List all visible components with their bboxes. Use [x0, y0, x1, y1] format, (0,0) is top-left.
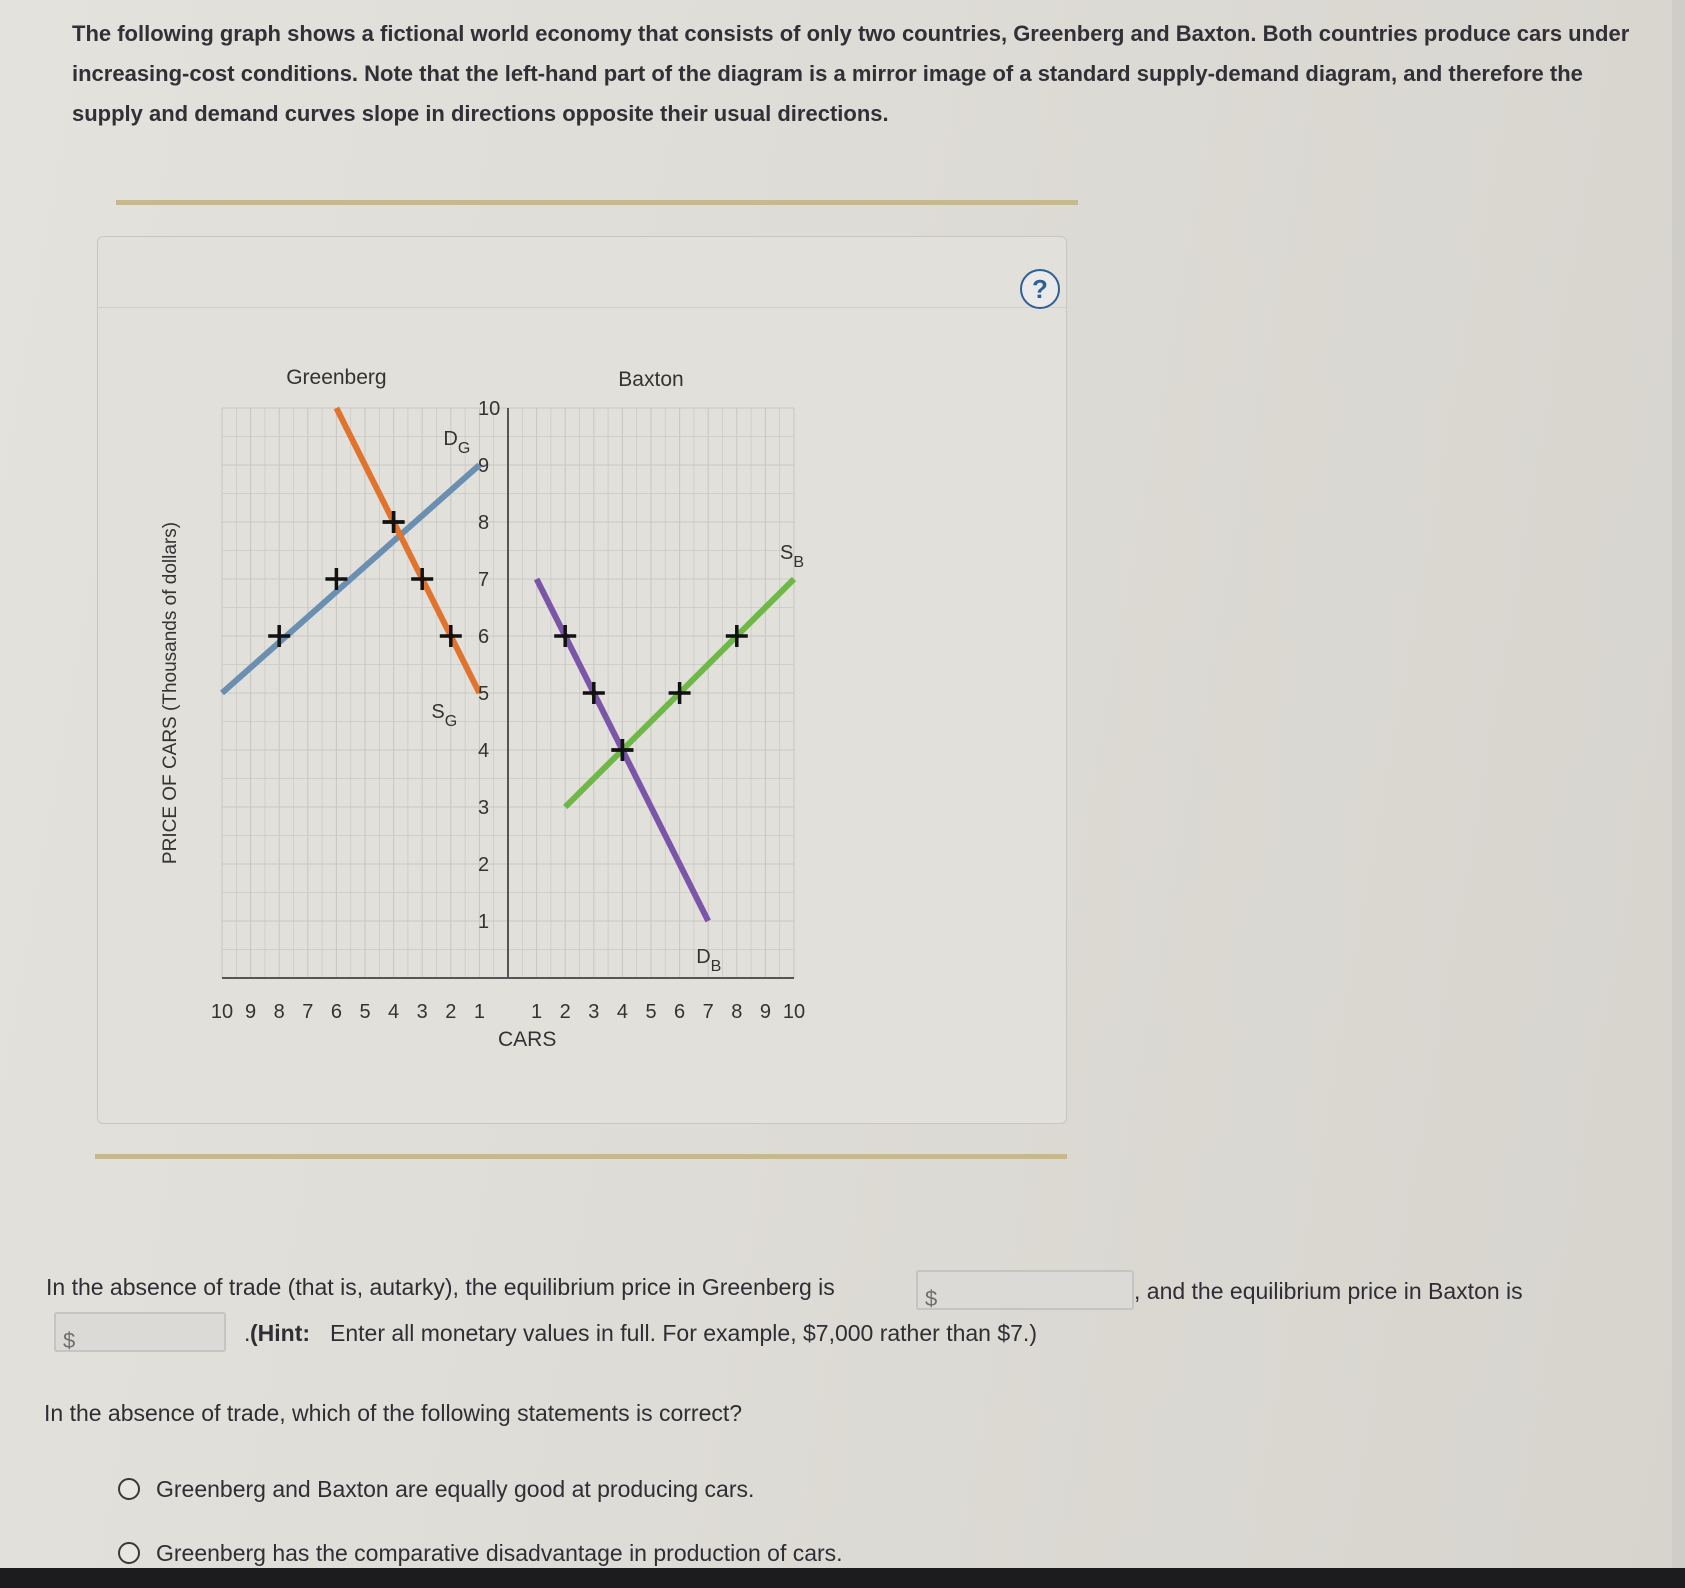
baxton-x-tick-label: 1 [531, 1001, 543, 1023]
greenberg-x-tick-label: 9 [245, 1001, 257, 1023]
baxton-x-tick-label: 5 [645, 1001, 657, 1023]
y-tick-label: 7 [478, 569, 490, 591]
x-axis-label: CARS [498, 1028, 557, 1051]
greenberg-x-tick-label: 4 [388, 1001, 400, 1023]
y-tick-label: 8 [478, 512, 490, 534]
y-tick-label: 2 [478, 854, 490, 876]
option-label: Greenberg and Baxton are equally good at producing cars. [156, 1476, 755, 1502]
divider-bottom [95, 1154, 1067, 1159]
y-tick-label: 6 [478, 626, 490, 648]
greenberg-x-tick-label: 2 [445, 1001, 457, 1023]
baxton-x-tick-label: 10 [782, 1001, 806, 1023]
hint-label: (Hint: [250, 1320, 311, 1346]
greenberg-x-tick-label: 5 [359, 1001, 371, 1023]
currency-symbol: $ [63, 1328, 76, 1353]
option-label: Greenberg has the comparative disadvantage in production of cars. [156, 1540, 843, 1566]
greenberg-x-tick-label: 1 [473, 1001, 485, 1023]
y-tick-label: 1 [478, 911, 490, 933]
greenberg-x-tick-label: 6 [330, 1001, 342, 1023]
radio-button[interactable] [118, 1478, 140, 1500]
baxton-x-tick-label: 2 [559, 1001, 571, 1023]
greenberg-demand-label: $D_G$ [443, 428, 471, 457]
window-edge [1672, 0, 1685, 1588]
baxton-x-tick-label: 3 [588, 1001, 600, 1023]
y-tick-label: 4 [478, 740, 490, 762]
question-intro: The following graph shows a fictional world economy that consists of only two countries, Greenberg and Baxton. Both countries produce cars under increasing-cost conditions. Note that the left-hand part of the diagram is a mirror image of a standard supply-demand diagram, and therefore the supply and demand curves slope in directions opposite their usual directions. [72, 21, 1630, 126]
baxton-x-tick-label: 8 [731, 1001, 743, 1023]
comparative-question: In the absence of trade, which of the following statements is correct? [44, 1400, 743, 1426]
question1-text-mid: , and the equilibrium price in Baxton is [1134, 1278, 1523, 1304]
greenberg-title: Greenberg [286, 366, 387, 389]
greenberg-grid [222, 408, 508, 978]
greenberg-x-tick-label: 7 [302, 1001, 314, 1023]
greenberg-supply-label: $S_G$ [431, 701, 458, 730]
baxton-x-tick-label: 9 [759, 1001, 771, 1023]
y-tick-label: 9 [478, 455, 490, 477]
greenberg-x-tick-label: 3 [416, 1001, 428, 1023]
help-icon[interactable]: ? [1020, 269, 1060, 309]
hint-text: Enter all monetary values in full. For example, $7,000 rather than $7.) [330, 1320, 1037, 1346]
baxton-demand-label: $D_B$ [696, 946, 722, 975]
greenberg-price-input[interactable] [916, 1270, 1134, 1310]
question1-text-start: In the absence of trade (that is, autarky), the equilibrium price in Greenberg is [46, 1274, 835, 1300]
baxton-grid [508, 408, 794, 978]
y-tick-label: 5 [478, 683, 490, 705]
baxton-price-field[interactable] [80, 1318, 222, 1346]
baxton-x-tick-label: 6 [674, 1001, 686, 1023]
baxton-supply-label: $S_B$ [780, 542, 805, 571]
y-tick-label: 10 [478, 398, 501, 420]
y-tick-label: 3 [478, 797, 490, 819]
currency-symbol: $ [925, 1286, 938, 1311]
baxton-title: Baxton [618, 368, 684, 391]
baxton-x-tick-label: 7 [702, 1001, 714, 1023]
question1-period: . [244, 1320, 251, 1346]
baxton-price-input[interactable] [54, 1312, 226, 1352]
y-axis-label: PRICE OF CARS (Thousands of dollars) [160, 521, 181, 865]
greenberg-price-field[interactable] [942, 1276, 1130, 1304]
greenberg-x-tick-label: 8 [273, 1001, 285, 1023]
screen-bottom-edge [0, 1568, 1685, 1588]
radio-button[interactable] [118, 1542, 140, 1564]
greenberg-x-tick-label: 10 [210, 1001, 234, 1023]
baxton-x-tick-label: 4 [616, 1001, 628, 1023]
